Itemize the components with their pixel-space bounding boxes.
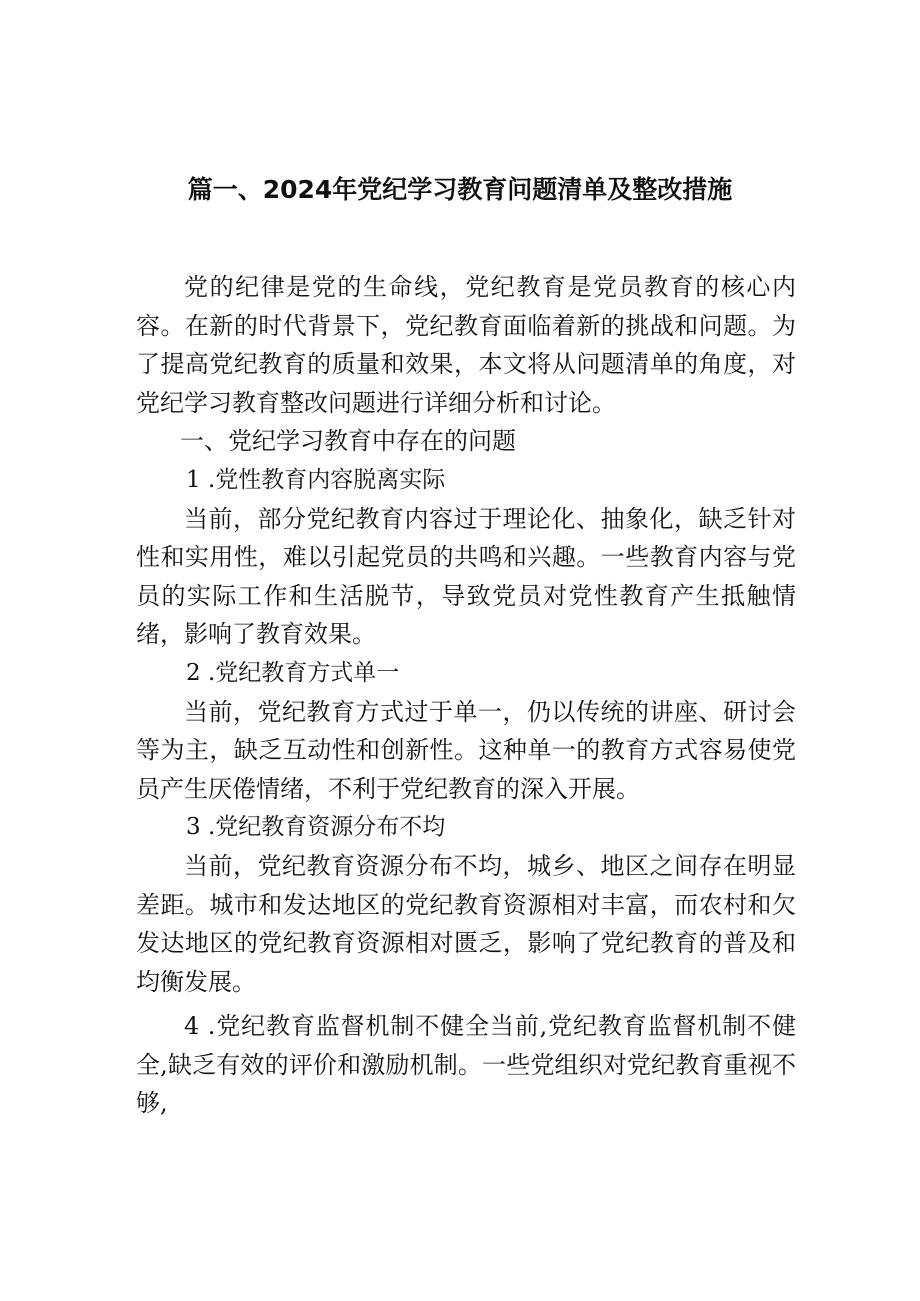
item-heading-2: 2 .党纪教育方式单一 bbox=[186, 659, 400, 686]
intro-paragraph: 党的纪律是党的生命线，党纪教育是党员教育的核心内容。在新的时代背景下，党纪教育面临着新的挑战和问题。为了提高党纪教育的质量和效果，本文将从问题清单的角度，对党纪学习教育整改问题进行详细分析和讨论。 bbox=[136, 273, 796, 417]
item-body-1: 当前，部分党纪教育内容过于理论化、抽象化，缺乏针对性和实用性，难以引起党员的共鸣和兴趣。一些教育内容与党员的实际工作和生活脱节，导致党员对党性教育产生抵触情绪，影响了教育效果。 bbox=[136, 504, 796, 649]
document-body bbox=[136, 268, 796, 1123]
item-4-paragraph: 4 .党纪教育监督机制不健全当前,党纪教育监督机制不健全,缺乏有效的评价和激励机制。一些党组织对党纪教育重视不够, bbox=[136, 1012, 796, 1118]
item-body-2: 当前，党纪教育方式过于单一，仍以传统的讲座、研讨会等为主，缺乏互动性和创新性。这种单一的教育方式容易使党员产生厌倦情绪，不利于党纪教育的深入开展。 bbox=[136, 697, 796, 803]
item-body-3: 当前，党纪教育资源分布不均，城乡、地区之间存在明显差距。城市和发达地区的党纪教育资源相对丰富，而农村和欠发达地区的党纪教育资源相对匮乏，影响了党纪教育的普及和均衡发展。 bbox=[136, 851, 796, 996]
document-title: 篇一、2024年党纪学习教育问题清单及整改措施 bbox=[187, 175, 733, 204]
section-heading: 一、党纪学习教育中存在的问题 bbox=[180, 427, 516, 456]
item-heading-1: 1 .党性教育内容脱离实际 bbox=[186, 466, 446, 493]
item-heading-3: 3 .党纪教育资源分布不均 bbox=[186, 814, 446, 841]
